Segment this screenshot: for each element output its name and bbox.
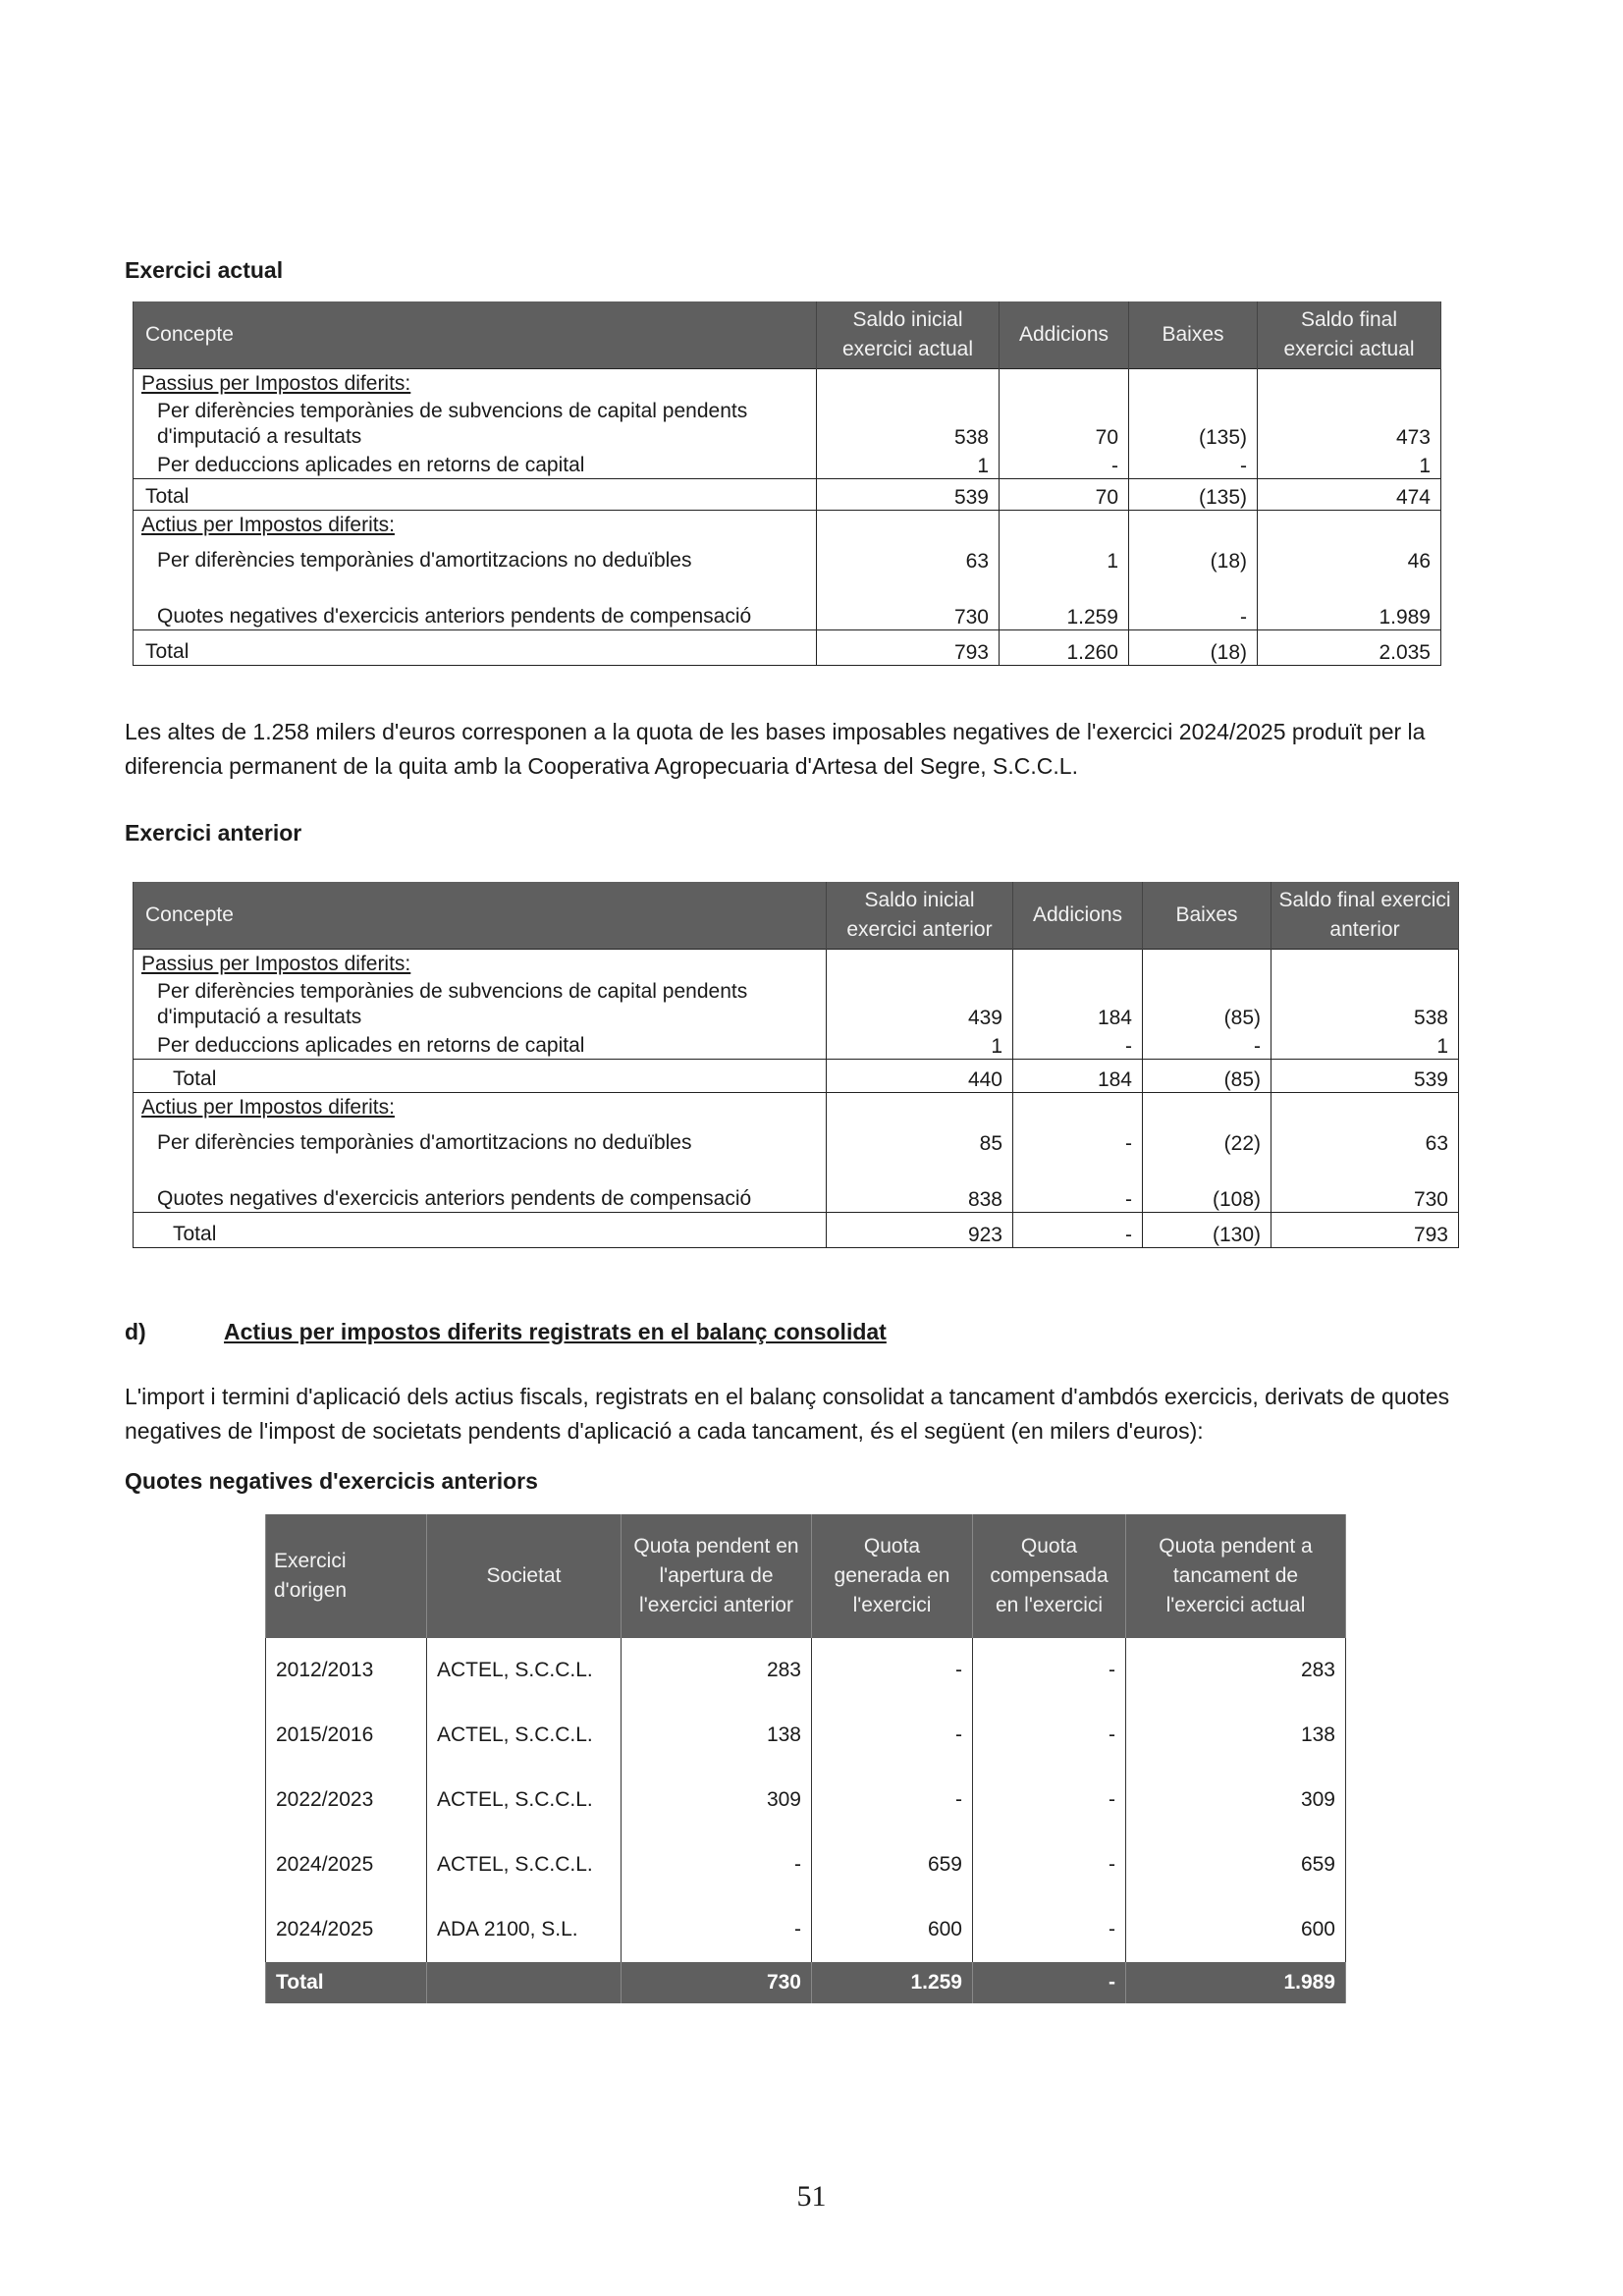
header-quota-pendent-apertura: Quota pendent en l'apertura de l'exercici anterior [622, 1514, 812, 1638]
section-title-current: Exercici actual [125, 257, 284, 283]
table-row: Quotes negatives d'exercicis anteriors pendents de compensació 730 1.259 - 1.989 [134, 574, 1441, 630]
header-saldo-inicial: Saldo inicial exercici anterior [827, 882, 1013, 950]
passius-heading: Passius per Impostos diferits: [134, 950, 827, 977]
header-addicions: Addicions [1013, 882, 1143, 950]
table-current [133, 301, 1441, 666]
total-row: Total 923 - (130) 793 [134, 1213, 1459, 1248]
table-row: Per deduccions aplicades en retorns de capital 1 - - 1 [134, 1030, 1459, 1060]
header-saldo-final: Saldo final exercici anterior [1271, 882, 1459, 950]
table-row: Per diferències temporànies de subvencions de capital pendents d'imputació a resultats 439 184 (85) 538 [134, 977, 1459, 1030]
total-row: Total 539 70 (135) 474 [134, 479, 1441, 511]
total-row: Total 440 184 (85) 539 [134, 1060, 1459, 1093]
header-baixes: Baixes [1143, 882, 1271, 950]
table-row: Per diferències temporànies de subvencions de capital pendents d'imputació a resultats 538 70 (135) 473 [134, 397, 1441, 450]
table-quotes [265, 1514, 1346, 2003]
table-row: Per diferències temporànies d'amortitzacions no deduïbles 85 - (22) 63 [134, 1121, 1459, 1156]
table-row: 2022/2023 ACTEL, S.C.C.L. 309 - - 309 [266, 1768, 1346, 1832]
table-row: 2024/2025 ACTEL, S.C.C.L. - 659 - 659 [266, 1832, 1346, 1897]
passius-heading: Passius per Impostos diferits: [134, 369, 817, 397]
actius-heading: Actius per Impostos diferits: [134, 511, 817, 538]
header-quota-generada: Quota generada en l'exercici [812, 1514, 973, 1638]
table-row: 2015/2016 ACTEL, S.C.C.L. 138 - - 138 [266, 1703, 1346, 1768]
header-societat: Societat [427, 1514, 622, 1638]
header-concepte: Concepte [134, 882, 827, 950]
page-number: 51 [796, 2180, 827, 2213]
header-addicions: Addicions [1000, 301, 1129, 369]
table-row: Quotes negatives d'exercicis anteriors pendents de compensació 838 - (108) 730 [134, 1156, 1459, 1213]
header-quota-compensada: Quota compensada en l'exercici [973, 1514, 1126, 1638]
header-quota-pendent-tancament: Quota pendent a tancament de l'exercici actual [1126, 1514, 1346, 1638]
actius-heading: Actius per Impostos diferits: [134, 1093, 827, 1121]
section-title-previous: Exercici anterior [125, 820, 302, 846]
section-d-title: Actius per impostos diferits registrats en el balanç consolidat [224, 1319, 887, 1344]
total-row: Total 793 1.260 (18) 2.035 [134, 630, 1441, 666]
header-exercici-origen: Exercici d'origen [266, 1514, 427, 1638]
header-saldo-final: Saldo final exercici actual [1258, 301, 1441, 369]
header-saldo-inicial: Saldo inicial exercici actual [817, 301, 1000, 369]
paragraph-altes: Les altes de 1.258 milers d'euros corresponen a la quota de les bases imposables negatives de l'exercici 2024/2025 produït per la diferencia permanent de la quita amb la Cooperativa Agropecuaria d'Artesa del Segre, S.C.C.L. [125, 719, 1426, 779]
table-row: 2012/2013 ACTEL, S.C.C.L. 283 - - 283 [266, 1638, 1346, 1703]
table-row: Per deduccions aplicades en retorns de capital 1 - - 1 [134, 450, 1441, 479]
table-row: Per diferències temporànies d'amortitzacions no deduïbles 63 1 (18) 46 [134, 538, 1441, 574]
paragraph-import: L'import i termini d'aplicació dels actius fiscals, registrats en el balanç consolidat a tancament d'ambdós exercicis, derivats de quotes negatives de l'impost de societats pendents d'aplicació a cada tancament, és el següent (en milers d'euros): [125, 1384, 1450, 1444]
header-concepte: Concepte [134, 301, 817, 369]
section-d-letter: d) [125, 1319, 146, 1344]
header-baixes: Baixes [1129, 301, 1258, 369]
subtitle-quotes: Quotes negatives d'exercicis anteriors [125, 1468, 538, 1494]
table-previous [133, 882, 1459, 1248]
table-row: 2024/2025 ADA 2100, S.L. - 600 - 600 [266, 1897, 1346, 1962]
total-row: Total 730 1.259 - 1.989 [266, 1962, 1346, 2003]
